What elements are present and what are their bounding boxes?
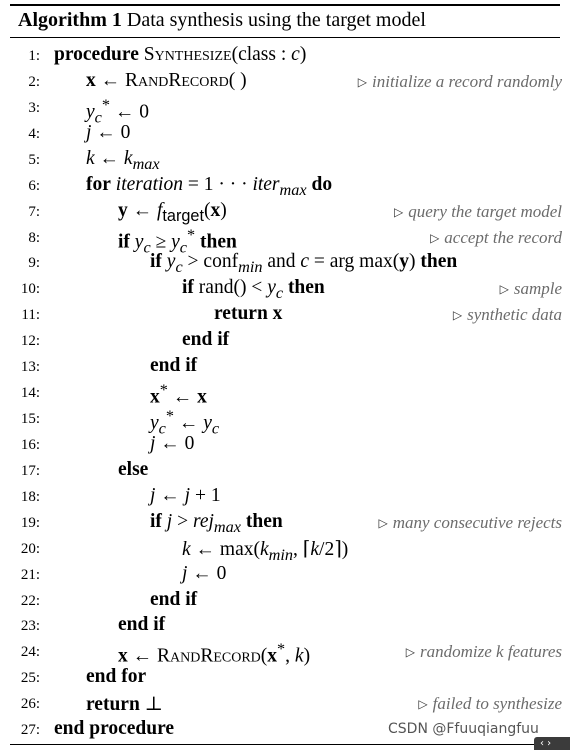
comment-text: accept the record bbox=[444, 227, 562, 247]
var: x bbox=[150, 386, 160, 408]
line-23 bbox=[0, 614, 562, 640]
line-2 bbox=[0, 70, 562, 96]
rest: ⊥ bbox=[139, 694, 164, 716]
line-6 bbox=[0, 174, 562, 200]
line-code bbox=[54, 44, 306, 66]
var: k bbox=[86, 147, 95, 169]
var: iteration bbox=[115, 173, 183, 195]
line-code bbox=[86, 148, 160, 174]
comment-triangle-icon: ▷ bbox=[394, 204, 404, 219]
sub: c bbox=[143, 237, 151, 256]
line-number: 3: bbox=[28, 99, 40, 116]
comment bbox=[418, 694, 562, 714]
line-number: 23: bbox=[20, 618, 40, 635]
line-13 bbox=[0, 355, 562, 381]
line-number: 7: bbox=[28, 203, 40, 220]
line-code bbox=[150, 381, 207, 409]
rest: , ⌈ bbox=[293, 538, 311, 560]
sub: c bbox=[175, 258, 183, 277]
comment bbox=[406, 642, 562, 662]
rest: ← bbox=[167, 386, 198, 408]
sub: min bbox=[268, 545, 294, 564]
sup: * bbox=[165, 407, 174, 426]
var: k bbox=[294, 645, 304, 667]
line-code: end if bbox=[118, 614, 166, 636]
var: y bbox=[171, 231, 180, 252]
var: rej bbox=[192, 510, 214, 532]
line-18 bbox=[0, 485, 562, 511]
line-number: 13: bbox=[20, 359, 40, 376]
sub: c bbox=[158, 419, 166, 438]
line-code bbox=[86, 122, 130, 144]
end: /2⌉) bbox=[319, 538, 349, 560]
comment-text: synthetic data bbox=[467, 305, 562, 325]
line-code: end if bbox=[182, 329, 230, 351]
line-number: 25: bbox=[20, 670, 40, 687]
sub: max bbox=[279, 180, 307, 199]
top-rule bbox=[10, 4, 560, 6]
corner-nav-button[interactable]: ‹ › bbox=[534, 737, 570, 750]
line-code bbox=[150, 485, 221, 507]
var: x bbox=[272, 303, 283, 325]
var: y bbox=[267, 277, 276, 299]
line-5 bbox=[0, 148, 562, 174]
line-number: 19: bbox=[20, 514, 40, 531]
procedure-name: Synthesize bbox=[143, 44, 232, 65]
keyword: for bbox=[86, 173, 111, 195]
arrow: ← bbox=[155, 484, 185, 506]
var: k bbox=[259, 538, 269, 560]
sup: * bbox=[101, 95, 110, 114]
comment-text: many consecutive rejects bbox=[392, 512, 562, 532]
arrow: ← bbox=[94, 147, 124, 169]
var: j bbox=[86, 121, 92, 143]
line-number: 5: bbox=[28, 151, 40, 168]
sub: c bbox=[94, 108, 102, 127]
line-3 bbox=[0, 95, 562, 127]
comment-triangle-icon: ▷ bbox=[430, 230, 440, 245]
close: ) bbox=[299, 44, 307, 65]
line-code bbox=[86, 70, 247, 92]
line-number: 21: bbox=[20, 566, 40, 583]
op: ≥ bbox=[150, 231, 172, 252]
sub: c bbox=[179, 237, 187, 256]
sup: * bbox=[277, 640, 286, 659]
line-4 bbox=[0, 122, 562, 148]
var: iter bbox=[252, 173, 280, 195]
line-number: 12: bbox=[20, 333, 40, 350]
algorithm-caption: Data synthesis using the target model bbox=[126, 9, 426, 31]
args: ( bbox=[203, 199, 211, 221]
sub: target bbox=[162, 206, 204, 225]
line-number: 11: bbox=[21, 307, 40, 324]
line-code: else bbox=[118, 458, 149, 480]
var: x bbox=[118, 645, 128, 667]
rest: ← 0 bbox=[110, 101, 149, 123]
line-code bbox=[86, 174, 332, 200]
line-code: end if bbox=[150, 355, 198, 377]
line-code bbox=[150, 433, 194, 455]
line-number: 26: bbox=[20, 696, 40, 713]
fn: f bbox=[157, 199, 163, 221]
var: y bbox=[399, 251, 410, 273]
comment-text: initialize a record randomly bbox=[372, 71, 562, 91]
comment-triangle-icon: ▷ bbox=[418, 697, 428, 712]
keyword: then bbox=[245, 510, 283, 532]
comment-text: failed to synthesize bbox=[432, 694, 562, 714]
close: ) bbox=[303, 645, 311, 667]
keyword: then bbox=[287, 277, 325, 299]
line-number: 14: bbox=[20, 385, 40, 402]
var: j bbox=[184, 484, 191, 506]
line-21 bbox=[0, 563, 562, 589]
keyword: then bbox=[200, 231, 237, 252]
var: y bbox=[150, 412, 159, 434]
comment-text: sample bbox=[513, 279, 562, 299]
var: c bbox=[300, 251, 310, 273]
line-number: 22: bbox=[20, 592, 40, 609]
var: j bbox=[166, 510, 173, 532]
keyword: procedure bbox=[54, 44, 139, 65]
comment bbox=[430, 228, 562, 248]
line-12 bbox=[0, 329, 562, 355]
var: j bbox=[150, 484, 156, 506]
line-1 bbox=[0, 44, 562, 70]
line-9 bbox=[0, 251, 562, 277]
line-number: 16: bbox=[20, 436, 40, 453]
var: j bbox=[150, 432, 156, 454]
line-code bbox=[118, 640, 310, 668]
fn: RandRecord bbox=[157, 645, 261, 667]
line-number: 24: bbox=[20, 644, 40, 661]
line-15 bbox=[0, 407, 562, 438]
args: ( ) bbox=[228, 69, 247, 91]
keyword: return bbox=[86, 694, 140, 716]
line-code bbox=[182, 537, 348, 565]
keyword: if bbox=[118, 231, 130, 252]
sub: c bbox=[211, 419, 220, 438]
line-number: 8: bbox=[28, 229, 40, 246]
var: y bbox=[118, 199, 128, 221]
line-code bbox=[150, 511, 283, 537]
line-code bbox=[214, 303, 282, 325]
keyword: if bbox=[182, 277, 194, 299]
sup: * bbox=[187, 225, 196, 244]
line-8 bbox=[0, 225, 562, 256]
comment-text: query the target model bbox=[408, 201, 562, 221]
line-number: 10: bbox=[20, 281, 40, 298]
comment-triangle-icon: ▷ bbox=[499, 282, 509, 297]
line-code bbox=[150, 251, 457, 277]
comment bbox=[378, 513, 562, 533]
line-number: 2: bbox=[28, 73, 40, 90]
var: x bbox=[197, 386, 207, 408]
comment-text: randomize k features bbox=[420, 642, 562, 662]
arrow: ← bbox=[127, 199, 157, 221]
eq: = arg max( bbox=[309, 251, 400, 273]
algorithm-title bbox=[18, 9, 426, 32]
line-code bbox=[182, 563, 226, 585]
line-code bbox=[86, 692, 163, 716]
rest: ← 0 bbox=[187, 562, 227, 584]
close: ) bbox=[220, 199, 227, 221]
line-number: 9: bbox=[28, 255, 40, 272]
arrow: ← bbox=[127, 645, 157, 667]
var: x bbox=[86, 69, 96, 91]
line-22 bbox=[0, 589, 562, 615]
var: y bbox=[86, 101, 95, 123]
rest: ← 0 bbox=[91, 121, 131, 143]
var: y bbox=[134, 231, 144, 252]
sub: c bbox=[275, 284, 284, 303]
sub: max bbox=[132, 154, 160, 173]
mid: = 1 · · · bbox=[182, 173, 253, 195]
line-17 bbox=[0, 459, 562, 485]
var: y bbox=[166, 251, 176, 273]
line-19 bbox=[0, 511, 562, 537]
line-20 bbox=[0, 537, 562, 563]
mid: , bbox=[285, 645, 295, 667]
keyword: then bbox=[420, 251, 458, 273]
line-number: 6: bbox=[28, 177, 40, 194]
var: x bbox=[210, 199, 221, 221]
comment-triangle-icon: ▷ bbox=[405, 645, 416, 660]
watermark: CSDN @Ffuuqiangfuu bbox=[388, 721, 539, 737]
comment bbox=[394, 202, 562, 222]
line-number: 4: bbox=[28, 125, 40, 142]
header-rule bbox=[10, 37, 560, 38]
op: > conf bbox=[182, 251, 239, 273]
arrow: ← bbox=[174, 412, 204, 434]
var: x bbox=[267, 645, 278, 667]
line-number: 1: bbox=[28, 48, 40, 64]
var: k bbox=[310, 538, 320, 560]
line-26 bbox=[0, 692, 562, 718]
comment-triangle-icon: ▷ bbox=[452, 308, 463, 323]
text: rand() < bbox=[193, 277, 268, 299]
line-number: 15: bbox=[20, 411, 40, 428]
line-number: 17: bbox=[20, 462, 40, 479]
line-24 bbox=[0, 640, 562, 666]
rest: + 1 bbox=[190, 484, 221, 506]
op: > bbox=[172, 510, 193, 532]
var: k bbox=[182, 538, 191, 560]
args: (class : bbox=[231, 44, 292, 65]
line-10 bbox=[0, 277, 562, 303]
and: and bbox=[262, 251, 301, 273]
comment-triangle-icon: ▷ bbox=[378, 515, 388, 530]
comment bbox=[500, 279, 562, 299]
arrow: ← max( bbox=[190, 538, 260, 560]
close: ) bbox=[409, 251, 421, 273]
open: ( bbox=[260, 645, 268, 667]
line-code: end procedure bbox=[54, 718, 175, 740]
fn: RandRecord bbox=[125, 69, 229, 91]
line-7 bbox=[0, 200, 562, 226]
sup: * bbox=[159, 381, 168, 400]
var: y bbox=[203, 412, 212, 434]
rest: ← 0 bbox=[155, 432, 195, 454]
line-number: 20: bbox=[20, 540, 40, 557]
sub: min bbox=[238, 258, 263, 277]
line-11 bbox=[0, 303, 562, 329]
bottom-rule bbox=[10, 744, 560, 745]
line-code bbox=[182, 277, 325, 303]
line-25 bbox=[0, 666, 562, 692]
line-code: end if bbox=[150, 588, 198, 610]
var: k bbox=[123, 147, 133, 169]
keyword: if bbox=[150, 510, 162, 532]
sub: max bbox=[213, 517, 241, 536]
line-number: 27: bbox=[20, 722, 40, 739]
comment bbox=[358, 72, 562, 92]
line-code: end for bbox=[86, 666, 147, 688]
var: c bbox=[291, 44, 300, 65]
line-number: 18: bbox=[20, 488, 40, 505]
line-code bbox=[118, 200, 227, 226]
keyword: if bbox=[150, 251, 162, 273]
comment bbox=[453, 305, 562, 325]
arrow: ← bbox=[95, 69, 125, 91]
var: j bbox=[182, 562, 188, 584]
keyword: do bbox=[311, 173, 333, 195]
line-16 bbox=[0, 433, 562, 459]
keyword: return bbox=[214, 303, 268, 325]
comment-triangle-icon: ▷ bbox=[357, 74, 368, 89]
algorithm-label: Algorithm 1 bbox=[18, 9, 122, 31]
line-14 bbox=[0, 381, 562, 407]
